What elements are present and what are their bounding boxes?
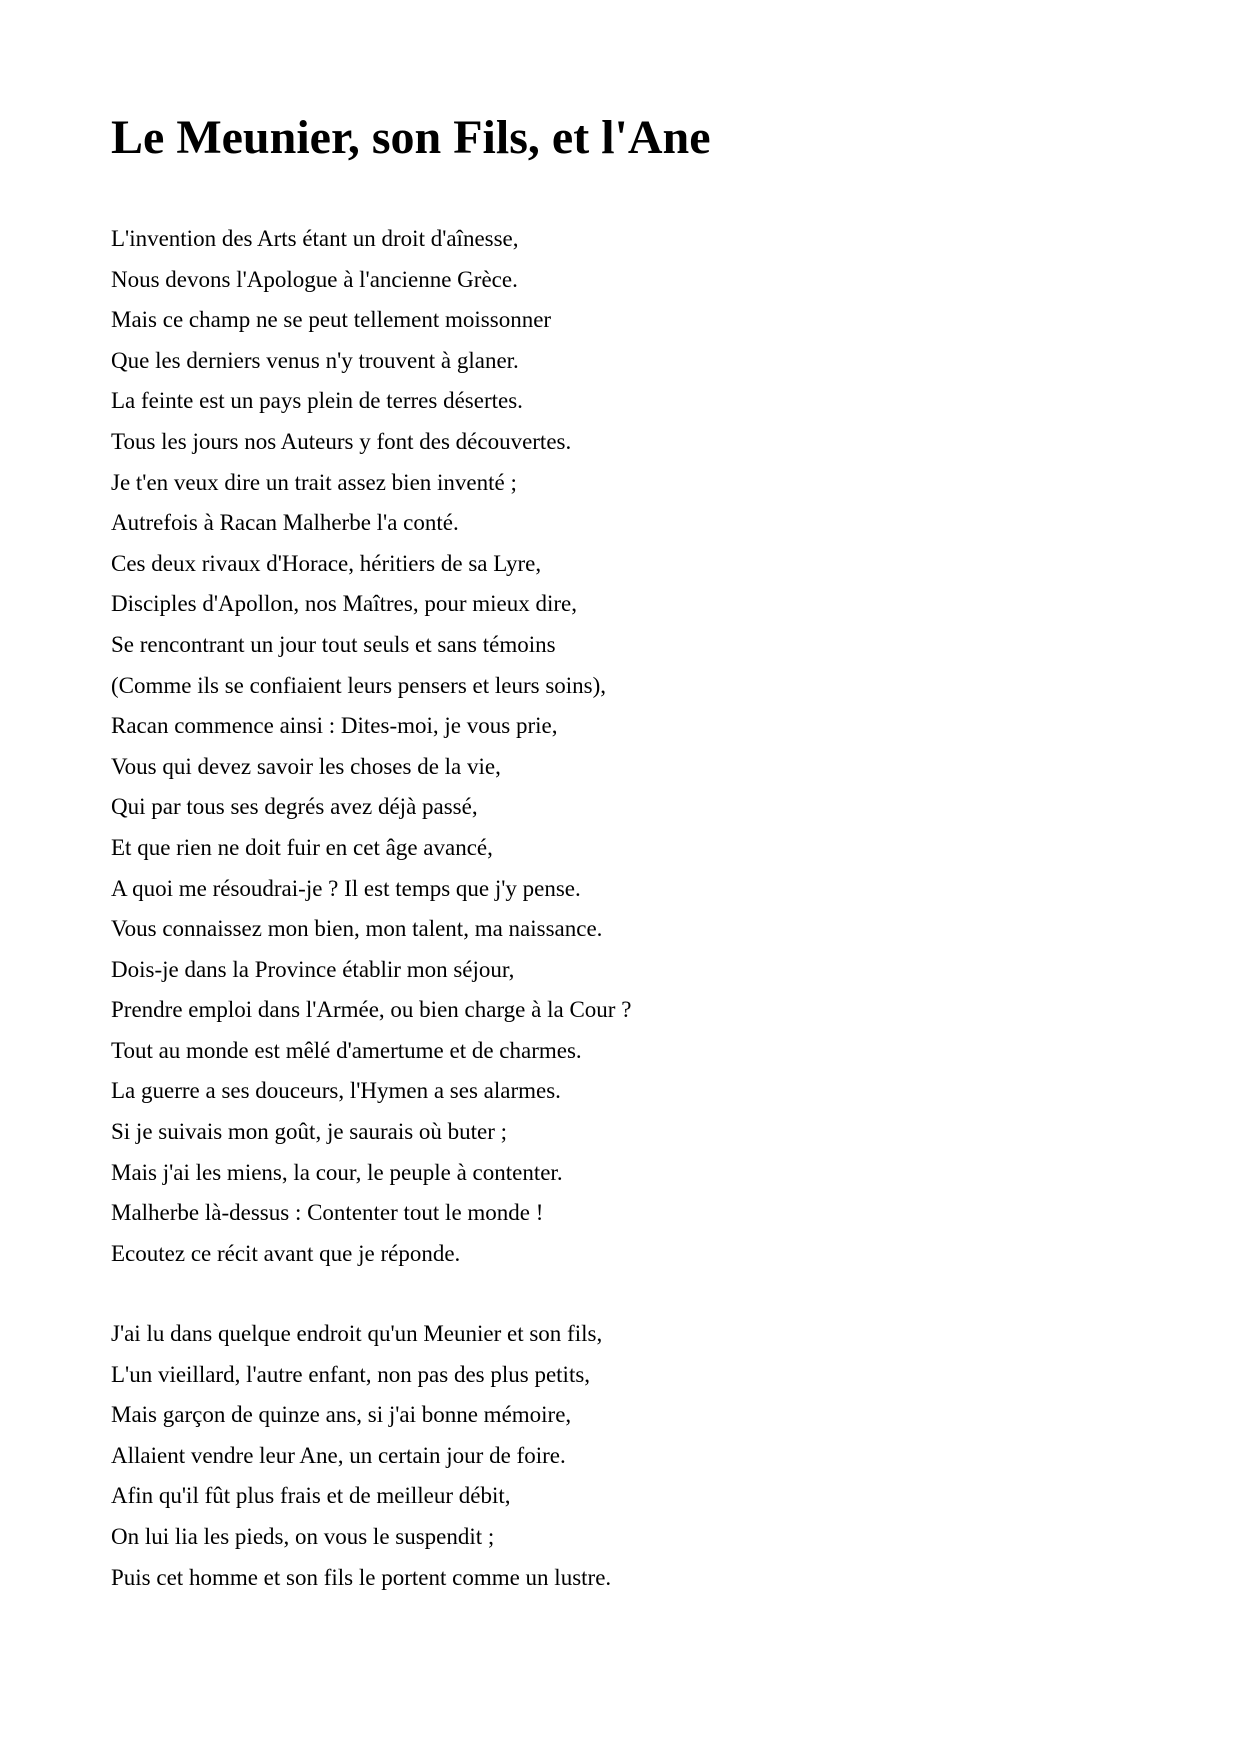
stanza-1: [111, 219, 631, 1274]
verse-line: Dois-je dans la Province établir mon séjour,: [111, 956, 515, 982]
verse-line: Nous devons l'Apologue à l'ancienne Grèce.: [111, 266, 518, 292]
verse-line: Vous connaissez mon bien, mon talent, ma naissance.: [111, 916, 603, 942]
verse-line: J'ai lu dans quelque endroit qu'un Meunier et son fils,: [111, 1321, 603, 1346]
verse-line: Ecoutez ce récit avant que je réponde.: [111, 1240, 461, 1266]
verse-line: Tous les jours nos Auteurs y font des découvertes.: [111, 428, 572, 454]
verse-line: Tout au monde est mêlé d'amertume et de charmes.: [111, 1037, 582, 1063]
verse-line: Qui par tous ses degrés avez déjà passé,: [111, 794, 478, 820]
poem-title: Le Meunier, son Fils, et l'Ane: [111, 111, 711, 164]
verse-line: Autrefois à Racan Malherbe l'a conté.: [111, 510, 459, 536]
verse-line: Afin qu'il fût plus frais et de meilleur débit,: [111, 1483, 511, 1509]
verse-line: L'un vieillard, l'autre enfant, non pas des plus petits,: [111, 1361, 591, 1387]
verse-line: L'invention des Arts étant un droit d'aînesse,: [111, 226, 519, 251]
verse-line: Mais garçon de quinze ans, si j'ai bonne mémoire,: [111, 1402, 572, 1428]
verse-line: Racan commence ainsi : Dites-moi, je vous prie,: [111, 713, 558, 739]
verse-line: Et que rien ne doit fuir en cet âge avancé,: [111, 834, 493, 860]
verse-line: Je t'en veux dire un trait assez bien inventé ;: [111, 469, 517, 495]
verse-line: Allaient vendre leur Ane, un certain jour de foire.: [111, 1442, 566, 1468]
verse-line: (Comme ils se confiaient leurs pensers et leurs soins),: [111, 672, 607, 698]
verse-line: Que les derniers venus n'y trouvent à glaner.: [111, 347, 519, 373]
verse-line: Se rencontrant un jour tout seuls et sans témoins: [111, 631, 556, 657]
verse-line: La feinte est un pays plein de terres désertes.: [111, 388, 523, 414]
verse-line: Si je suivais mon goût, je saurais où buter ;: [111, 1119, 508, 1145]
verse-line: Prendre emploi dans l'Armée, ou bien charge à la Cour ?: [111, 997, 632, 1023]
verse-line: Mais j'ai les miens, la cour, le peuple à contenter.: [111, 1159, 563, 1185]
stanza-2: [111, 1314, 611, 1598]
verse-line: Ces deux rivaux d'Horace, héritiers de sa Lyre,: [111, 550, 542, 576]
verse-line: Mais ce champ ne se peut tellement moissonner: [111, 307, 552, 333]
verse-line: Disciples d'Apollon, nos Maîtres, pour mieux dire,: [111, 591, 577, 617]
verse-line: Malherbe là-dessus : Contenter tout le monde !: [111, 1200, 544, 1226]
verse-line: On lui lia les pieds, on vous le suspendit ;: [111, 1523, 495, 1549]
verse-line: La guerre a ses douceurs, l'Hymen a ses alarmes.: [111, 1078, 561, 1104]
verse-line: Puis cet homme et son fils le portent comme un lustre.: [111, 1564, 612, 1590]
verse-line: Vous qui devez savoir les choses de la vie,: [111, 753, 501, 779]
verse-line: A quoi me résoudrai-je ? Il est temps que j'y pense.: [111, 875, 581, 901]
